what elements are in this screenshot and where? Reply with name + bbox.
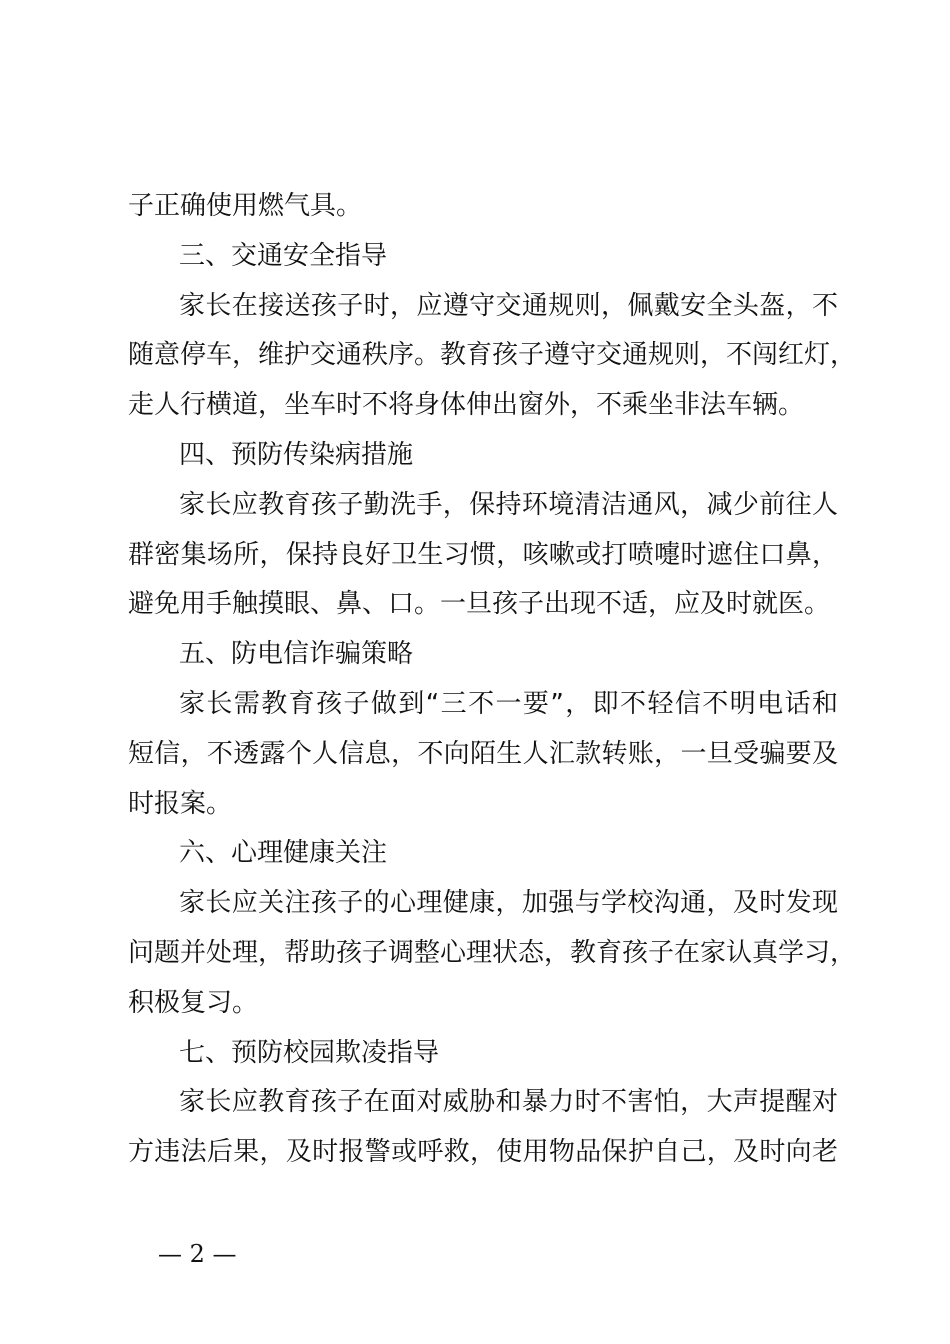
body-text-line: 家长应关注孩子的心理健康，加强与学校沟通，及时发现 [179, 888, 838, 919]
body-text-line: 家长应教育孩子在面对威胁和暴力时不害怕，大声提醒对 [179, 1087, 838, 1118]
page-number: — 2 — [158, 1240, 237, 1268]
section-heading: 七、预防校园欺凌指导 [179, 1037, 440, 1068]
section-heading: 三、交通安全指导 [179, 240, 388, 271]
body-text-line: 方违法后果，及时报警或呼救，使用物品保护自己，及时向老 [128, 1137, 838, 1168]
body-text-line: 短信，不透露个人信息，不向陌生人汇款转账，一旦受骗要及 [128, 738, 838, 769]
body-text-line: 家长需教育孩子做到“三不一要”，即不轻信不明电话和 [179, 688, 838, 719]
body-text-line: 问题并处理，帮助孩子调整心理状态，教育孩子在家认真学习， [128, 937, 857, 968]
section-heading: 六、心理健康关注 [179, 838, 388, 869]
section-heading: 五、防电信诈骗策略 [179, 639, 414, 670]
body-text-line: 群密集场所，保持良好卫生习惯，咳嗽或打喷嚏时遮住口鼻， [128, 539, 838, 570]
body-text-line: 家长在接送孩子时，应遵守交通规则，佩戴安全头盔，不 [179, 290, 838, 321]
body-text-line: 子正确使用燃气具。 [128, 191, 363, 221]
body-text-line: 随意停车，维护交通秩序。教育孩子遵守交通规则，不闯红灯， [128, 340, 857, 371]
body-text-line: 积极复习。 [128, 987, 259, 1018]
document-body [128, 182, 857, 1178]
section-heading: 四、预防传染病措施 [179, 439, 414, 470]
body-text-line: 家长应教育孩子勤洗手，保持环境清洁通风，减少前往人 [179, 489, 838, 520]
body-text-line: 时报案。 [128, 788, 233, 819]
body-text-line: 走人行横道，坐车时不将身体伸出窗外，不乘坐非法车辆。 [128, 390, 805, 421]
body-text-line: 避免用手触摸眼、鼻、口。一旦孩子出现不适，应及时就医。 [128, 589, 831, 620]
